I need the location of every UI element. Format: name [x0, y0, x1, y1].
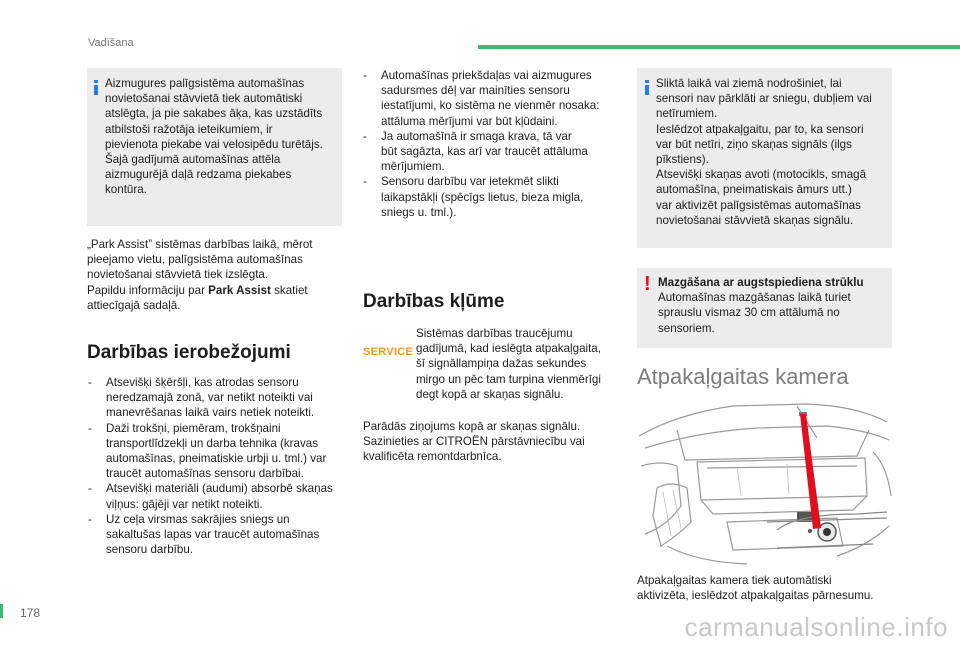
list-item: - Sensoru darbību var ietekmēt slikti laikapstākļi (spēcīgs lietus, bieza migla, sniegs u. tml.). — [363, 174, 625, 220]
list-item: - Automašīnas priekšdaļas vai aizmugures sadursmes dēļ var mainīties sensoru iestatījumi, ko sistēma ne vienmēr nosaka: attāluma mērījumi var būt kļūdaini. — [363, 68, 625, 129]
warning-title: Mazgāšana ar augstspiediena strūklu — [658, 276, 864, 289]
reversing-camera-caption: Atpakaļgaitas kamera tiek automātiski aktivizēta, ieslēdzot atpakaļgaitas pārnesumu. — [637, 574, 874, 603]
info-note-trailer — [87, 68, 342, 226]
weather-note-text: Sliktā laikā vai ziemā nodrošiniet, lai sensori nav pārklāti ar sniegu, dubļiem vai netīrumiem. Ieslēdzot atpakaļgaitu, par to, ka sensori var būt netīri, ziņo skaņas signāls (ilgs pīkstiens). Atsevišķi skaņas avoti (motocikls, smagā automašīna, pneimatiskais āmurs utt.) var aktivizēt palīgsistēmas automašīnas novietošanai stāvvietā skaņas signālu. — [656, 77, 872, 227]
list-item: - Atsevišķi šķēršļi, kas atrodas sensoru neredzamajā zonā, var netikt noteikti vai manevrēšanas laikā vairs netiek noteikti. — [88, 375, 350, 421]
section-title: Vadīšana — [88, 37, 134, 49]
park-assist-paragraph: „Park Assist” sistēmas darbības laikā, mērot pieejamo vietu, palīgsistēma automašīnas novietošanai stāvvietā tiek izslēgta. — [87, 238, 313, 282]
info-icon — [645, 80, 649, 83]
list-item: - Atsevišķi materiāli (audumi) absorbē skaņas viļņus: gājēji var netikt noteikti. — [88, 481, 350, 511]
service-warning-lamp-icon: SERVICE — [363, 346, 414, 358]
page-number: 178 — [20, 606, 41, 620]
heading-malfunction: Darbības kļūme — [363, 291, 505, 312]
list-item: - Daži trokšņi, piemēram, trokšņaini transportlīdzekļi un darba tehnika (kravas automašīnas, pneimatiskie urbji u. tml.) var traucēt automašīnas sensoru darbībai. — [88, 421, 350, 482]
service-paragraph: Sistēmas darbības traucējumu gadījumā, kad ieslēgta atpakaļgaita, šī signāllampiņa dažas sekundes mirgo un pēc tam turpina vienmērīgi degt kopā ar skaņas signālu. — [416, 327, 601, 401]
info-icon — [94, 80, 98, 83]
heading-limitations: Darbības ierobežojumi — [87, 342, 291, 363]
malfunction-closing-paragraph: Parādās ziņojums kopā ar skaņas signālu. Sazinieties ar CITROËN pārstāvniecību vai kvalificēta remontdarbnīca. — [363, 420, 585, 464]
section-accent-bar — [478, 45, 960, 49]
limitations-list — [88, 375, 350, 557]
warning-icon: ! — [644, 273, 651, 295]
page-number-accent — [0, 604, 3, 618]
heading-reversing-camera: Atpakaļgaitas kamera — [637, 364, 849, 389]
limitations-list-continued — [363, 68, 625, 220]
info-note-text: Aizmugures palīgsistēma automašīnas novietošanai stāvvietā tiek automātiski atslēgta, ja pie sakabes āķa, kas uzstādīts atbilstoši ražotāja ieteikumiem, ir pievienota piekabe vai velosipēdu turētājs. Šajā gadījumā automašīnas attēla aizmugurējā daļā redzama piekabes kontūra. — [105, 77, 323, 197]
info-note-weather — [637, 68, 892, 248]
warning-note-washing — [637, 268, 892, 348]
list-item: - Ja automašīnā ir smaga krava, tā var būt sagāzta, kas arī var traucēt attāluma mērījumiem. — [363, 129, 625, 175]
more-info-paragraph: Papildu informāciju par Park Assist skatiet attiecīgajā sadaļā. — [87, 284, 308, 313]
reversing-camera-illustration — [637, 396, 893, 568]
watermark: carmanualsonline.info — [684, 612, 948, 642]
list-item: - Uz ceļa virsmas sakrājies sniegs un sakaltušas lapas var traucēt automašīnas sensoru darbību. — [88, 512, 350, 558]
warning-note-text: Mazgāšana ar augstspiediena strūklu Automašīnas mazgāšanas laikā turiet sprauslu vismaz 30 cm attālumā no sensoriem. — [658, 275, 892, 336]
